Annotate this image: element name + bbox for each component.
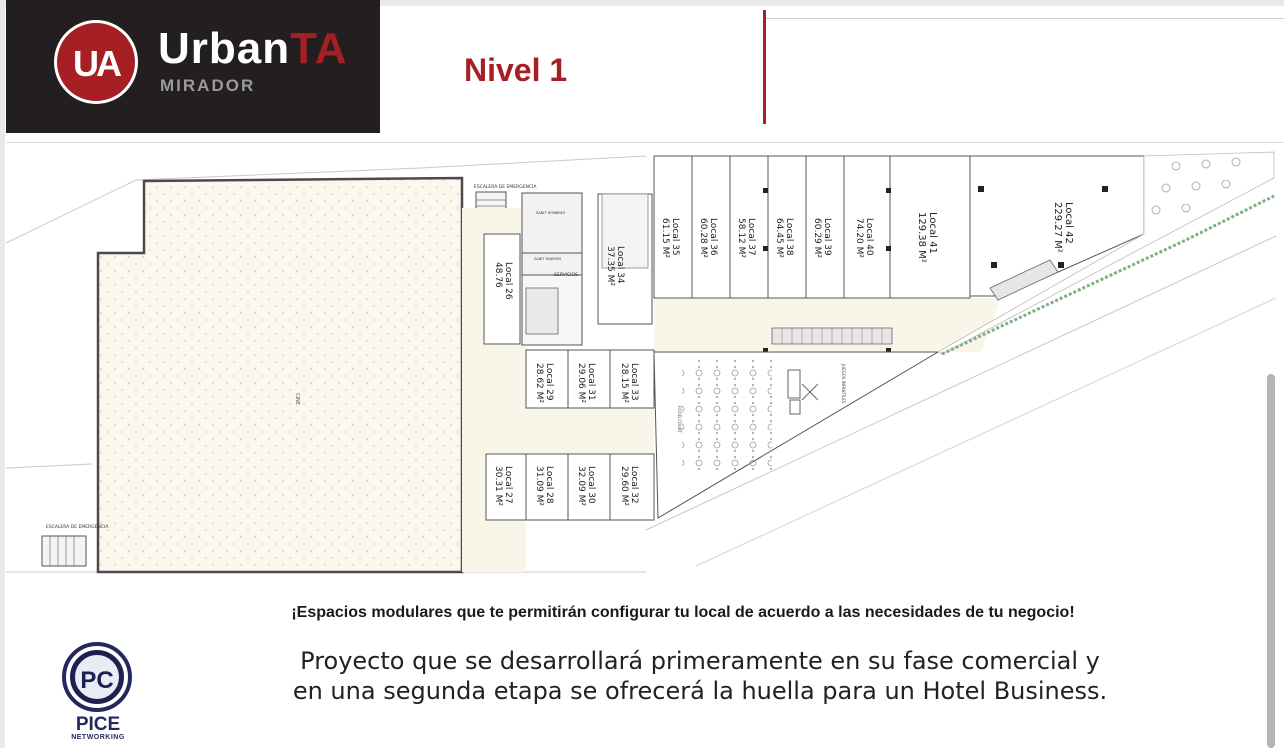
project-description — [200, 646, 1200, 706]
corridor-cross — [474, 408, 654, 454]
logo-wordmark-prefix: Urban — [158, 24, 291, 73]
logo-subtitle: MIRADOR — [160, 76, 256, 95]
logo-emblem — [54, 20, 138, 104]
unit-label: Local 3032.09 M² — [576, 466, 596, 506]
food-court-label: FOOD COURT — [677, 406, 682, 433]
cinema-block — [98, 178, 462, 572]
unit-label: Local 3437.35 M² — [605, 246, 625, 286]
stairs-bottom — [42, 536, 86, 566]
logo-wordmark-suffix: TA — [290, 24, 348, 73]
sanit-men-block — [522, 193, 582, 253]
pice-emblem — [70, 650, 124, 704]
pice-networking-logo — [60, 642, 136, 742]
site-edge-left — [6, 464, 92, 468]
unit-label: Local 3864.45 M² — [774, 218, 794, 258]
unit-label: Local 42229.27 M² — [1052, 202, 1074, 253]
unit-label: Local 3758.12 M² — [736, 218, 756, 258]
description-line-2: en una segunda etapa se ofrecerá la huella para un Hotel Business. — [292, 677, 1108, 705]
plan-frame-line — [6, 142, 1284, 143]
food-court-tables — [682, 360, 772, 470]
kids-area-label: JUEGOS INFANTILES — [841, 364, 846, 404]
cinema-label: CINE — [294, 393, 300, 405]
header-rule — [766, 18, 1284, 19]
level-title: Nivel 1 — [464, 52, 568, 88]
unit-label: Local 3660.28 M² — [698, 218, 718, 258]
unit-label: Local 2648.76 — [493, 262, 513, 300]
unit-label: Local 3960.29 M² — [812, 218, 832, 258]
scrollbar[interactable] — [1267, 374, 1275, 748]
pice-wordmark: PICE — [75, 714, 121, 735]
floor-plan — [6, 148, 1278, 588]
stairs-bottom-label: ESCALERA DE EMERGENCIA — [46, 525, 109, 530]
header-divider — [763, 10, 766, 124]
unit-label: Local 41129.38 M² — [916, 212, 938, 263]
pice-subtitle: NETWORKING — [71, 734, 125, 741]
unit-label: Local 2831.09 M² — [534, 466, 554, 506]
unit-label: Local 3561.15 M² — [660, 218, 680, 258]
unit-label: Local 2928.62 M² — [534, 363, 554, 403]
unit-label: Local 4074.20 M² — [854, 218, 874, 258]
services-label: SERVICIOS — [554, 273, 578, 278]
unit-label: Local 3129.06 M² — [576, 363, 596, 403]
sanit-men-label: SANIT HOMBRES — [536, 211, 566, 215]
unit-26 — [484, 234, 520, 344]
sanit-women-label: SANIT MUJERES — [534, 257, 562, 261]
description-line-1: Proyecto que se desarrollará primeramente en su fase comercial y — [300, 647, 1100, 675]
tagline: ¡Espacios modulares que te permitirán configurar tu local de acuerdo a las necesidades de tu negocio! — [291, 604, 1075, 621]
logo-wordmark — [158, 26, 348, 72]
unit-label: Local 2730.31 M² — [493, 466, 513, 506]
pice-monogram: PC — [80, 667, 114, 694]
stair-core — [526, 288, 558, 334]
urbanta-logo — [6, 0, 380, 133]
stairs-top-label: ESCALERA DE EMERGENCIA — [474, 185, 537, 190]
unit-label: Local 3328.15 M² — [619, 363, 639, 403]
left-border — [0, 0, 5, 748]
unit-label: Local 3229.60 M² — [619, 466, 639, 506]
logo-monogram: UA — [73, 43, 119, 84]
